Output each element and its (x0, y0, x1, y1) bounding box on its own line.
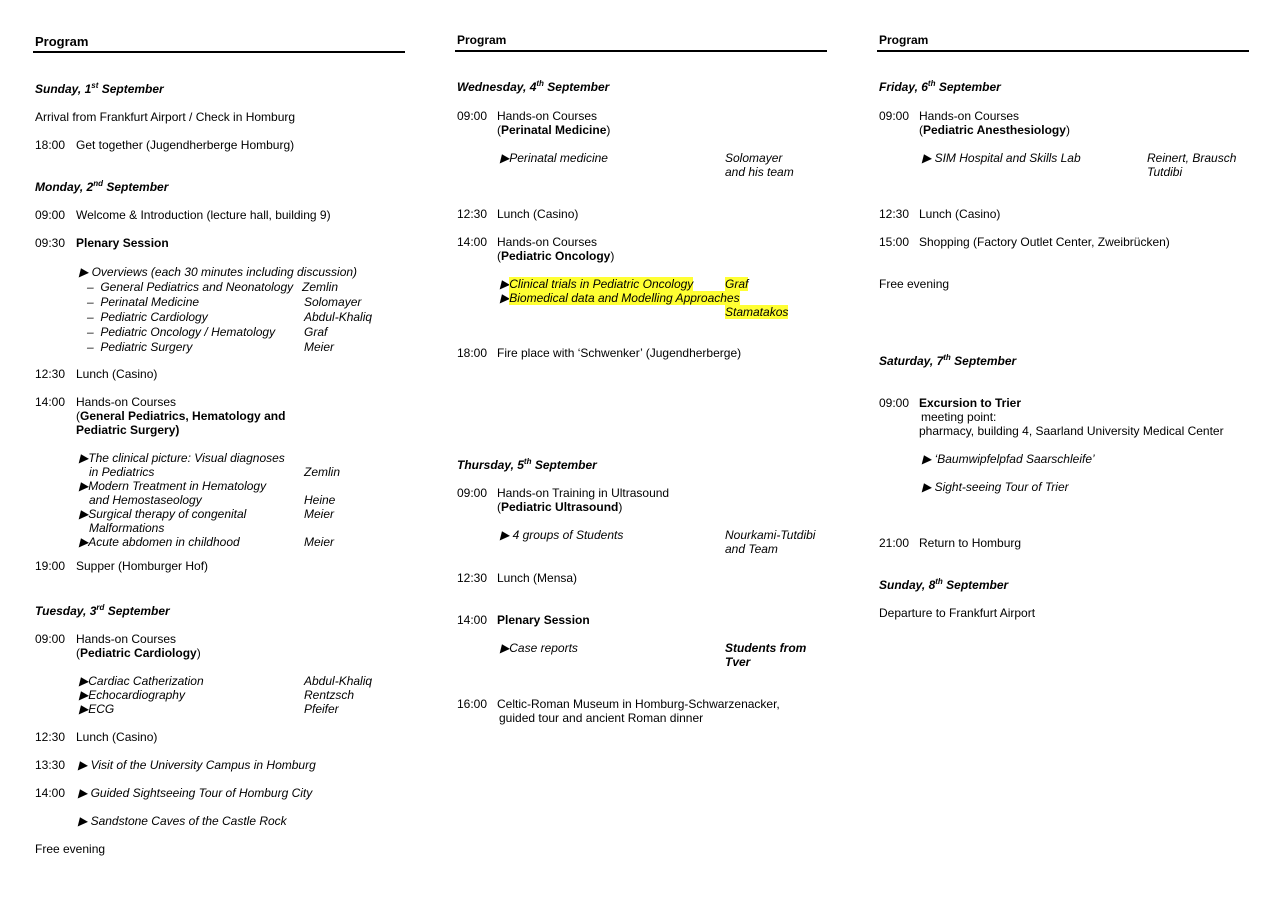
course-item-highlighted: ▶Biomedical data and Modelling Approaches (500, 291, 740, 305)
talk-topic: – Perinatal Medicine (87, 295, 200, 309)
course-speaker: Students from (725, 641, 807, 655)
free-evening: Free evening (879, 277, 950, 291)
course-item-cont: and Hemostaseology (89, 493, 202, 507)
course-item-highlighted: ▶Clinical trials in Pediatric Oncology (500, 277, 694, 291)
course-item: ▶ECG (79, 702, 115, 716)
event-title: Fire place with ‘Schwenker’ (Jugendherberge) (497, 346, 742, 360)
event-subtitle: Pediatric Surgery) (76, 423, 180, 437)
course-speaker: Meier (304, 535, 335, 549)
talk-topic: – Pediatric Surgery (87, 340, 193, 354)
event-subtitle: (Pediatric Oncology) (497, 249, 615, 263)
course-item: ▶Cardiac Catherization (79, 674, 204, 688)
event-subtitle: (Perinatal Medicine) (497, 123, 611, 137)
course-speaker: and Team (725, 542, 778, 556)
triangle-bullet-icon: ▶ (79, 479, 89, 493)
triangle-bullet-icon: ▶ (79, 451, 89, 465)
course-speaker: and his team (725, 165, 794, 179)
event-title: Lunch (Casino) (76, 367, 158, 381)
event-time: 09:00 (879, 109, 910, 123)
event-title: Hands-on Courses (497, 235, 598, 249)
event-title: Excursion to Trier (919, 396, 1022, 410)
talk-topic: – Pediatric Oncology / Hematology (87, 325, 276, 339)
triangle-bullet-icon: ▶ (922, 452, 932, 466)
day-heading-saturday: Saturday, 7th September (879, 353, 1017, 368)
event-time: 12:30 (457, 207, 488, 221)
course-speaker: Tver (725, 655, 751, 669)
event-subtitle: (Pediatric Ultrasound) (497, 500, 623, 514)
event-title: Lunch (Mensa) (497, 571, 578, 585)
triangle-bullet-icon: ▶ (500, 528, 510, 542)
event-time: 21:00 (879, 536, 910, 550)
event-time: 09:00 (35, 208, 66, 222)
triangle-bullet-icon: ▶ (78, 814, 88, 828)
event-time: 14:00 (35, 395, 66, 409)
event-title: Hands-on Courses (76, 395, 177, 409)
program-column-2 (457, 0, 827, 905)
event-time: 18:00 (457, 346, 488, 360)
event-time: 14:00 (457, 613, 488, 627)
event-time: 09:00 (879, 396, 910, 410)
program-header: Program (879, 33, 929, 47)
talk-topic: – Pediatric Cardiology (87, 310, 208, 324)
day-heading-monday: Monday, 2nd September (35, 179, 169, 194)
program-header: Program (457, 33, 507, 47)
event-title-cont: guided tour and ancient Roman dinner (499, 711, 704, 725)
event-title: Return to Homburg (919, 536, 1022, 550)
event-title: ▶ Visit of the University Campus in Homburg (78, 758, 316, 772)
header-rule (877, 50, 1249, 52)
event-subtitle: (Pediatric Cardiology) (76, 646, 201, 660)
triangle-bullet-icon: ▶ (500, 291, 510, 305)
course-item: ▶ SIM Hospital and Skills Lab (922, 151, 1081, 165)
course-speaker: Solomayer (725, 151, 783, 165)
event-title: Lunch (Casino) (919, 207, 1001, 221)
event-time: 09:30 (35, 236, 66, 250)
day-heading-thursday: Thursday, 5th September (457, 457, 597, 472)
triangle-bullet-icon: ▶ (78, 758, 88, 772)
event-arrival: Arrival from Frankfurt Airport / Check in Homburg (35, 110, 296, 124)
course-speaker: Tutdibi (1147, 165, 1183, 179)
course-speaker: Meier (304, 507, 335, 521)
triangle-bullet-icon: ▶ (79, 674, 89, 688)
event-time: 12:30 (35, 367, 66, 381)
day-heading-sunday: Sunday, 8th September (879, 577, 1009, 592)
course-speaker: Pfeifer (304, 702, 339, 716)
course-item-cont: in Pediatrics (89, 465, 155, 479)
course-speaker: Heine (304, 493, 336, 507)
event-time: 14:00 (457, 235, 488, 249)
event-title: Get together (Jugendherberge Homburg) (76, 138, 295, 152)
program-column-1 (35, 0, 405, 905)
course-item: ▶Surgical therapy of congenital (79, 507, 247, 521)
event-title: Plenary Session (497, 613, 590, 627)
event-title: Lunch (Casino) (76, 730, 158, 744)
course-item: ▶Echocardiography (79, 688, 185, 702)
event-title: Celtic-Roman Museum in Homburg-Schwarzenacker, (497, 697, 780, 711)
course-speaker: Zemlin (304, 465, 341, 479)
triangle-bullet-icon: ▶ (500, 151, 510, 165)
triangle-bullet-icon: ▶ (79, 688, 89, 702)
event-title: Lunch (Casino) (497, 207, 579, 221)
event-title: Supper (Homburger Hof) (76, 559, 209, 573)
event-title: Hands-on Courses (497, 109, 598, 123)
event-time: 14:00 (35, 786, 66, 800)
course-speaker: Stamatakos (725, 305, 789, 319)
event-subtitle: (Pediatric Anesthesiology) (919, 123, 1070, 137)
triangle-bullet-icon: ▶ (500, 641, 510, 655)
overviews-item: ▶ Overviews (each 30 minutes including discussion) (79, 265, 358, 279)
event-time: 12:30 (457, 571, 488, 585)
event-time: 15:00 (879, 235, 910, 249)
event-time: 19:00 (35, 559, 66, 573)
event-title: Departure to Frankfurt Airport (879, 606, 1036, 620)
event-time: 09:00 (35, 632, 66, 646)
event-time: 09:00 (457, 109, 488, 123)
header-rule (455, 50, 827, 52)
talk-speaker: Zemlin (302, 280, 339, 294)
triangle-bullet-icon: ▶ (78, 786, 88, 800)
event-title: ▶ Sandstone Caves of the Castle Rock (78, 814, 287, 828)
event-title: ▶ Guided Sightseeing Tour of Homburg City (78, 786, 313, 800)
course-item: ▶ 4 groups of Students (500, 528, 624, 542)
triangle-bullet-icon: ▶ (79, 265, 89, 279)
event-time: 12:30 (35, 730, 66, 744)
day-heading-sunday: Sunday, 1st September (35, 81, 164, 96)
event-subtitle: (General Pediatrics, Hematology and (76, 409, 286, 423)
day-heading-wednesday: Wednesday, 4th September (457, 79, 610, 94)
course-item: ▶Modern Treatment in Hematology (79, 479, 267, 493)
triangle-bullet-icon: ▶ (79, 507, 89, 521)
event-time: 09:00 (457, 486, 488, 500)
event-title: Hands-on Courses (919, 109, 1020, 123)
event-time: 18:00 (35, 138, 66, 152)
event-detail: pharmacy, building 4, Saarland University Medical Center (919, 424, 1224, 438)
course-speaker: Reinert, Brausch (1147, 151, 1237, 165)
course-item: ▶Perinatal medicine (500, 151, 608, 165)
free-evening: Free evening (35, 842, 106, 856)
header-rule (33, 51, 405, 53)
course-speaker: Abdul-Khaliq (304, 674, 373, 688)
event-time: 13:30 (35, 758, 66, 772)
event-detail: meeting point: (921, 410, 997, 424)
triangle-bullet-icon: ▶ (500, 277, 510, 291)
talk-speaker: Graf (304, 325, 328, 339)
event-title: Hands-on Training in Ultrasound (497, 486, 670, 500)
event-title: Plenary Session (76, 236, 169, 250)
event-time: 12:30 (879, 207, 910, 221)
triangle-bullet-icon: ▶ (922, 480, 932, 494)
talk-speaker: Abdul-Khaliq (304, 310, 373, 324)
event-title: Welcome & Introduction (lecture hall, building 9) (76, 208, 331, 222)
tour-item: ▶ ‘Baumwipfelpfad Saarschleife’ (922, 452, 1095, 466)
course-speaker: Graf (725, 277, 749, 291)
program-column-3 (879, 0, 1249, 905)
event-title: Hands-on Courses (76, 632, 177, 646)
day-heading-friday: Friday, 6th September (879, 79, 1001, 94)
tour-item: ▶ Sight-seeing Tour of Trier (922, 480, 1069, 494)
day-heading-tuesday: Tuesday, 3rd September (35, 603, 170, 618)
program-header: Program (35, 34, 89, 49)
triangle-bullet-icon: ▶ (79, 535, 89, 549)
course-speaker: Rentzsch (304, 688, 355, 702)
course-item: ▶Acute abdomen in childhood (79, 535, 240, 549)
talk-speaker: Meier (304, 340, 335, 354)
course-speaker: Nourkami-Tutdibi (725, 528, 816, 542)
talk-topic: – General Pediatrics and Neonatology (87, 280, 294, 294)
course-item: ▶The clinical picture: Visual diagnoses (79, 451, 285, 465)
event-time: 16:00 (457, 697, 488, 711)
event-title: Shopping (Factory Outlet Center, Zweibrücken) (919, 235, 1170, 249)
course-item-cont: Malformations (89, 521, 165, 535)
triangle-bullet-icon: ▶ (922, 151, 932, 165)
course-item: ▶Case reports (500, 641, 578, 655)
triangle-bullet-icon: ▶ (79, 702, 89, 716)
talk-speaker: Solomayer (304, 295, 362, 309)
